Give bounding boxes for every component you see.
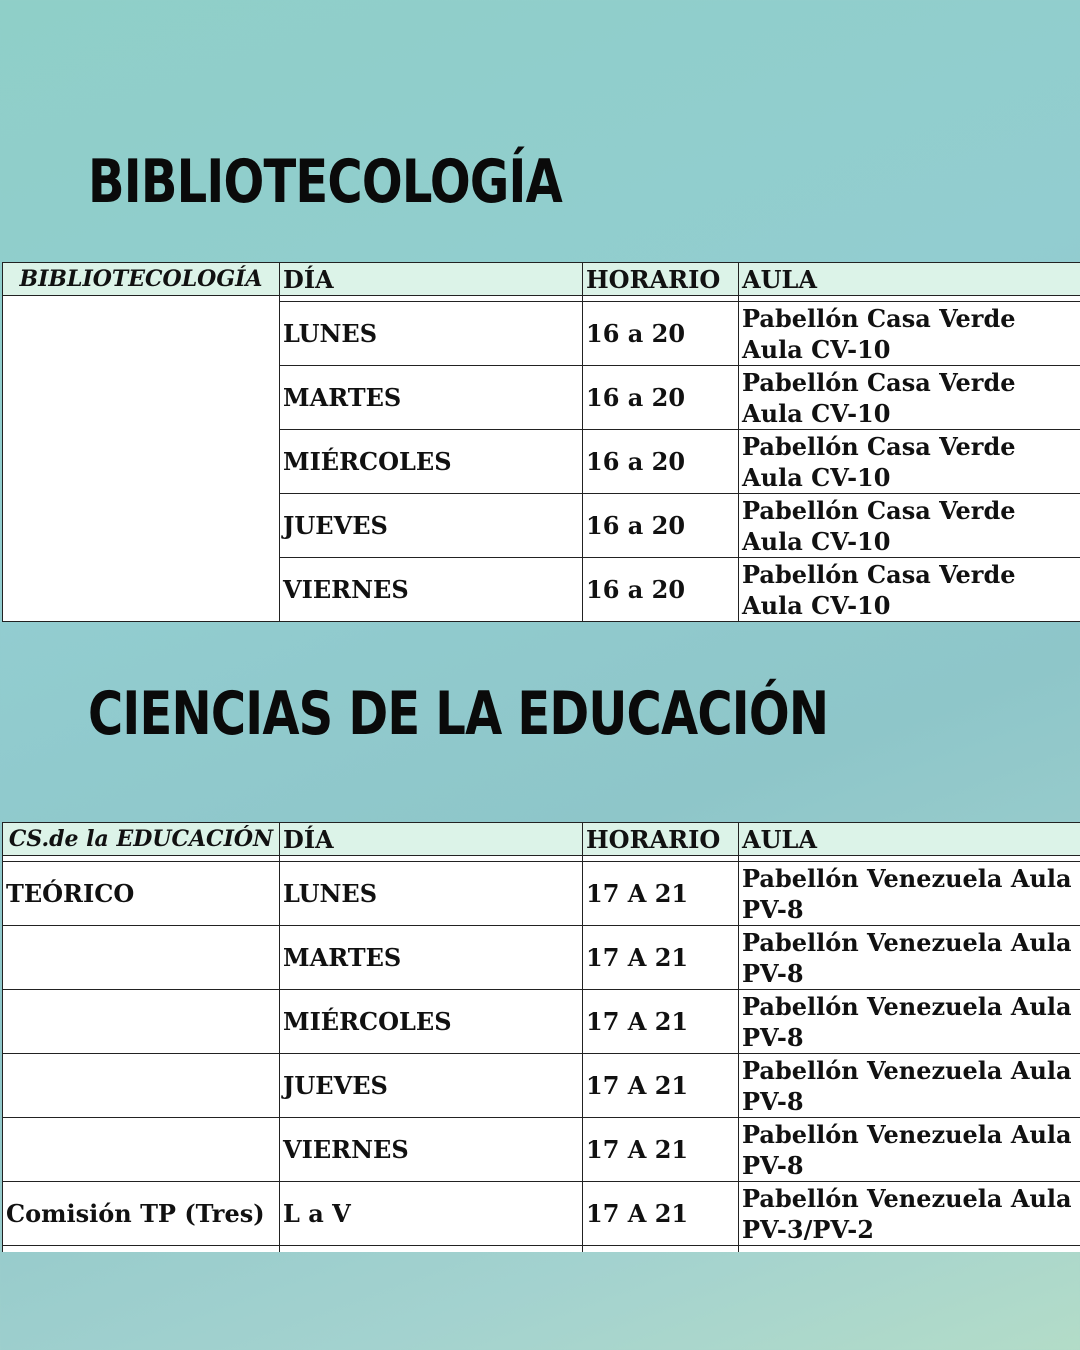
tipo-cell [3, 926, 280, 990]
aula-cell: Pabellón Casa Verde Aula CV-10 [739, 558, 1080, 622]
aula-cell: Pabellón Venezuela Aula PV-8 [739, 990, 1080, 1054]
section-title-bibliotecologia: BIBLIOTECOLOGÍA [88, 147, 562, 217]
aula-cell: Pabellón Casa Verde Aula CV-10 [739, 494, 1080, 558]
table-row [3, 990, 1080, 1054]
table-row [3, 862, 1080, 926]
aula-cell: Pabellón Venezuela Aula PV-8 [739, 1118, 1080, 1182]
horario-cell: 17 A 21 [583, 990, 739, 1054]
dia-cell: MARTES [280, 366, 583, 430]
aula-cell: Pabellón Casa Verde Aula CV-10 [739, 430, 1080, 494]
header-cell-aula: AULA [739, 263, 1080, 296]
schedule-table-bibliotecologia [2, 262, 1080, 622]
header-cell-dia: DÍA [280, 263, 583, 296]
table-tail-row [3, 1246, 1080, 1253]
tipo-cell: TEÓRICO [3, 862, 280, 926]
horario-cell: 16 a 20 [583, 494, 739, 558]
table-row [3, 1118, 1080, 1182]
tipo-cell [3, 1054, 280, 1118]
header-cell-career: BIBLIOTECOLOGÍA [3, 263, 280, 296]
tipo-cell [3, 1118, 280, 1182]
tipo-cell: Comisión TP (Tres) [3, 1182, 280, 1246]
dia-cell: MIÉRCOLES [280, 990, 583, 1054]
table-row [3, 1054, 1080, 1118]
aula-cell: Pabellón Venezuela Aula PV-8 [739, 926, 1080, 990]
header-cell-career: CS.de la EDUCACIÓN [3, 823, 280, 856]
aula-cell: Pabellón Casa Verde Aula CV-10 [739, 302, 1080, 366]
header-cell-aula: AULA [739, 823, 1080, 856]
horario-cell: 17 A 21 [583, 1118, 739, 1182]
dia-cell: JUEVES [280, 494, 583, 558]
schedule-table-educacion [2, 822, 1080, 1252]
table-header-row [3, 263, 1080, 296]
horario-cell: 16 a 20 [583, 430, 739, 494]
aula-cell: Pabellón Casa Verde Aula CV-10 [739, 366, 1080, 430]
dia-cell: LUNES [280, 862, 583, 926]
horario-cell: 17 A 21 [583, 1054, 739, 1118]
horario-cell: 17 A 21 [583, 862, 739, 926]
aula-cell: Pabellón Venezuela Aula PV-8 [739, 862, 1080, 926]
career-blank-cell [3, 296, 280, 622]
dia-cell: VIERNES [280, 558, 583, 622]
dia-cell: L a V [280, 1182, 583, 1246]
header-cell-dia: DÍA [280, 823, 583, 856]
dia-cell: MIÉRCOLES [280, 430, 583, 494]
dia-cell: JUEVES [280, 1054, 583, 1118]
header-cell-horario: HORARIO [583, 823, 739, 856]
table-row [3, 1182, 1080, 1246]
tipo-cell [3, 990, 280, 1054]
table-header-row [3, 823, 1080, 856]
dia-cell: VIERNES [280, 1118, 583, 1182]
horario-cell: 16 a 20 [583, 302, 739, 366]
dia-cell: LUNES [280, 302, 583, 366]
horario-cell: 17 A 21 [583, 1182, 739, 1246]
section-title-ciencias-educacion: CIENCIAS DE LA EDUCACIÓN [88, 679, 829, 749]
horario-cell: 16 a 20 [583, 558, 739, 622]
header-cell-horario: HORARIO [583, 263, 739, 296]
aula-cell: Pabellón Venezuela Aula PV-8 [739, 1054, 1080, 1118]
table-row [3, 926, 1080, 990]
aula-cell: Pabellón Venezuela Aula PV-3/PV-2 [739, 1182, 1080, 1246]
dia-cell: MARTES [280, 926, 583, 990]
horario-cell: 16 a 20 [583, 366, 739, 430]
horario-cell: 17 A 21 [583, 926, 739, 990]
